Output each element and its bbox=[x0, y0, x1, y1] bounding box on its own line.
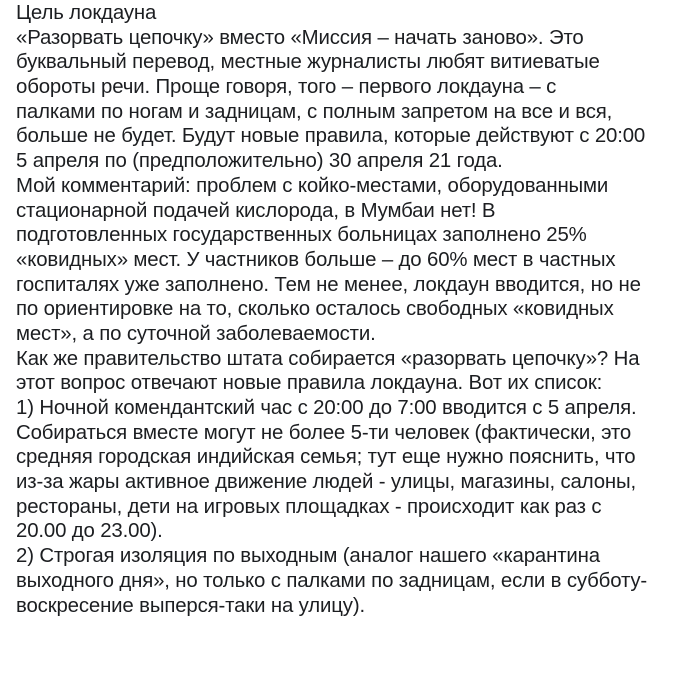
text-line: обороты речи. Проще говоря, того – первого локдауна – с bbox=[16, 76, 557, 99]
text-line: 20.00 до 23.00). bbox=[16, 520, 163, 543]
text-line: рестораны, дети на игровых площадках - происходит как раз с bbox=[16, 495, 602, 518]
text-line: 1) Ночной комендантский час с 20:00 до 7:00 вводится с 5 апреля. bbox=[16, 397, 637, 419]
text-line: больше не будет. Будут новые правила, которые действуют с 20:00 bbox=[16, 125, 646, 148]
text-line: буквальный перевод, местные журналисты любят витиеватые bbox=[16, 51, 600, 74]
text-line: Как же правительство штата собирается «разорвать цепочку»? На bbox=[16, 347, 640, 370]
text-line: этот вопрос отвечают новые правила локдауна. Вот их список: bbox=[16, 372, 603, 395]
text-line: стационарной подачей кислорода, в Мумбаи нет! В bbox=[16, 199, 496, 222]
text-line: подготовленных государственных больницах заполнено 25% bbox=[16, 224, 587, 247]
text-line: «Разорвать цепочку» вместо «Миссия – начать заново». Это bbox=[16, 26, 584, 49]
text-line: мест», а по суточной заболеваемости. bbox=[16, 322, 376, 345]
text-line: 2) Строгая изоляция по выходным (аналог нашего «карантина bbox=[16, 545, 600, 568]
text-line: воскресение выперся-таки на улицу). bbox=[16, 594, 365, 617]
text-line: по ориентировке на то, сколько осталось свободных «ковидных bbox=[16, 298, 614, 321]
text-line: выходного дня», но только с палками по задницам, если в субботу- bbox=[16, 569, 648, 592]
text-line: Мой комментарий: проблем с койко-местами, оборудованными bbox=[16, 174, 609, 197]
text-line: из-за жары активное движение людей - улицы, магазины, салоны, bbox=[16, 471, 637, 494]
text-line: средняя городская индийская семья; тут еще нужно пояснить, что bbox=[16, 446, 636, 469]
text-line: 5 апреля по (предположительно) 30 апреля 21 года. bbox=[16, 150, 503, 173]
text-line: госпиталях уже заполнено. Тем не менее, локдаун вводится, но не bbox=[16, 273, 641, 296]
text-line: палками по ногам и задницам, с полным запретом на все и вся, bbox=[16, 100, 613, 123]
post-title: Цель локдауна bbox=[16, 2, 157, 24]
text-line: «ковидных» мест. У частников больше – до 60% мест в частных bbox=[16, 248, 616, 271]
text-line: Собираться вместе могут не более 5-ти человек (фактически, это bbox=[16, 421, 632, 444]
